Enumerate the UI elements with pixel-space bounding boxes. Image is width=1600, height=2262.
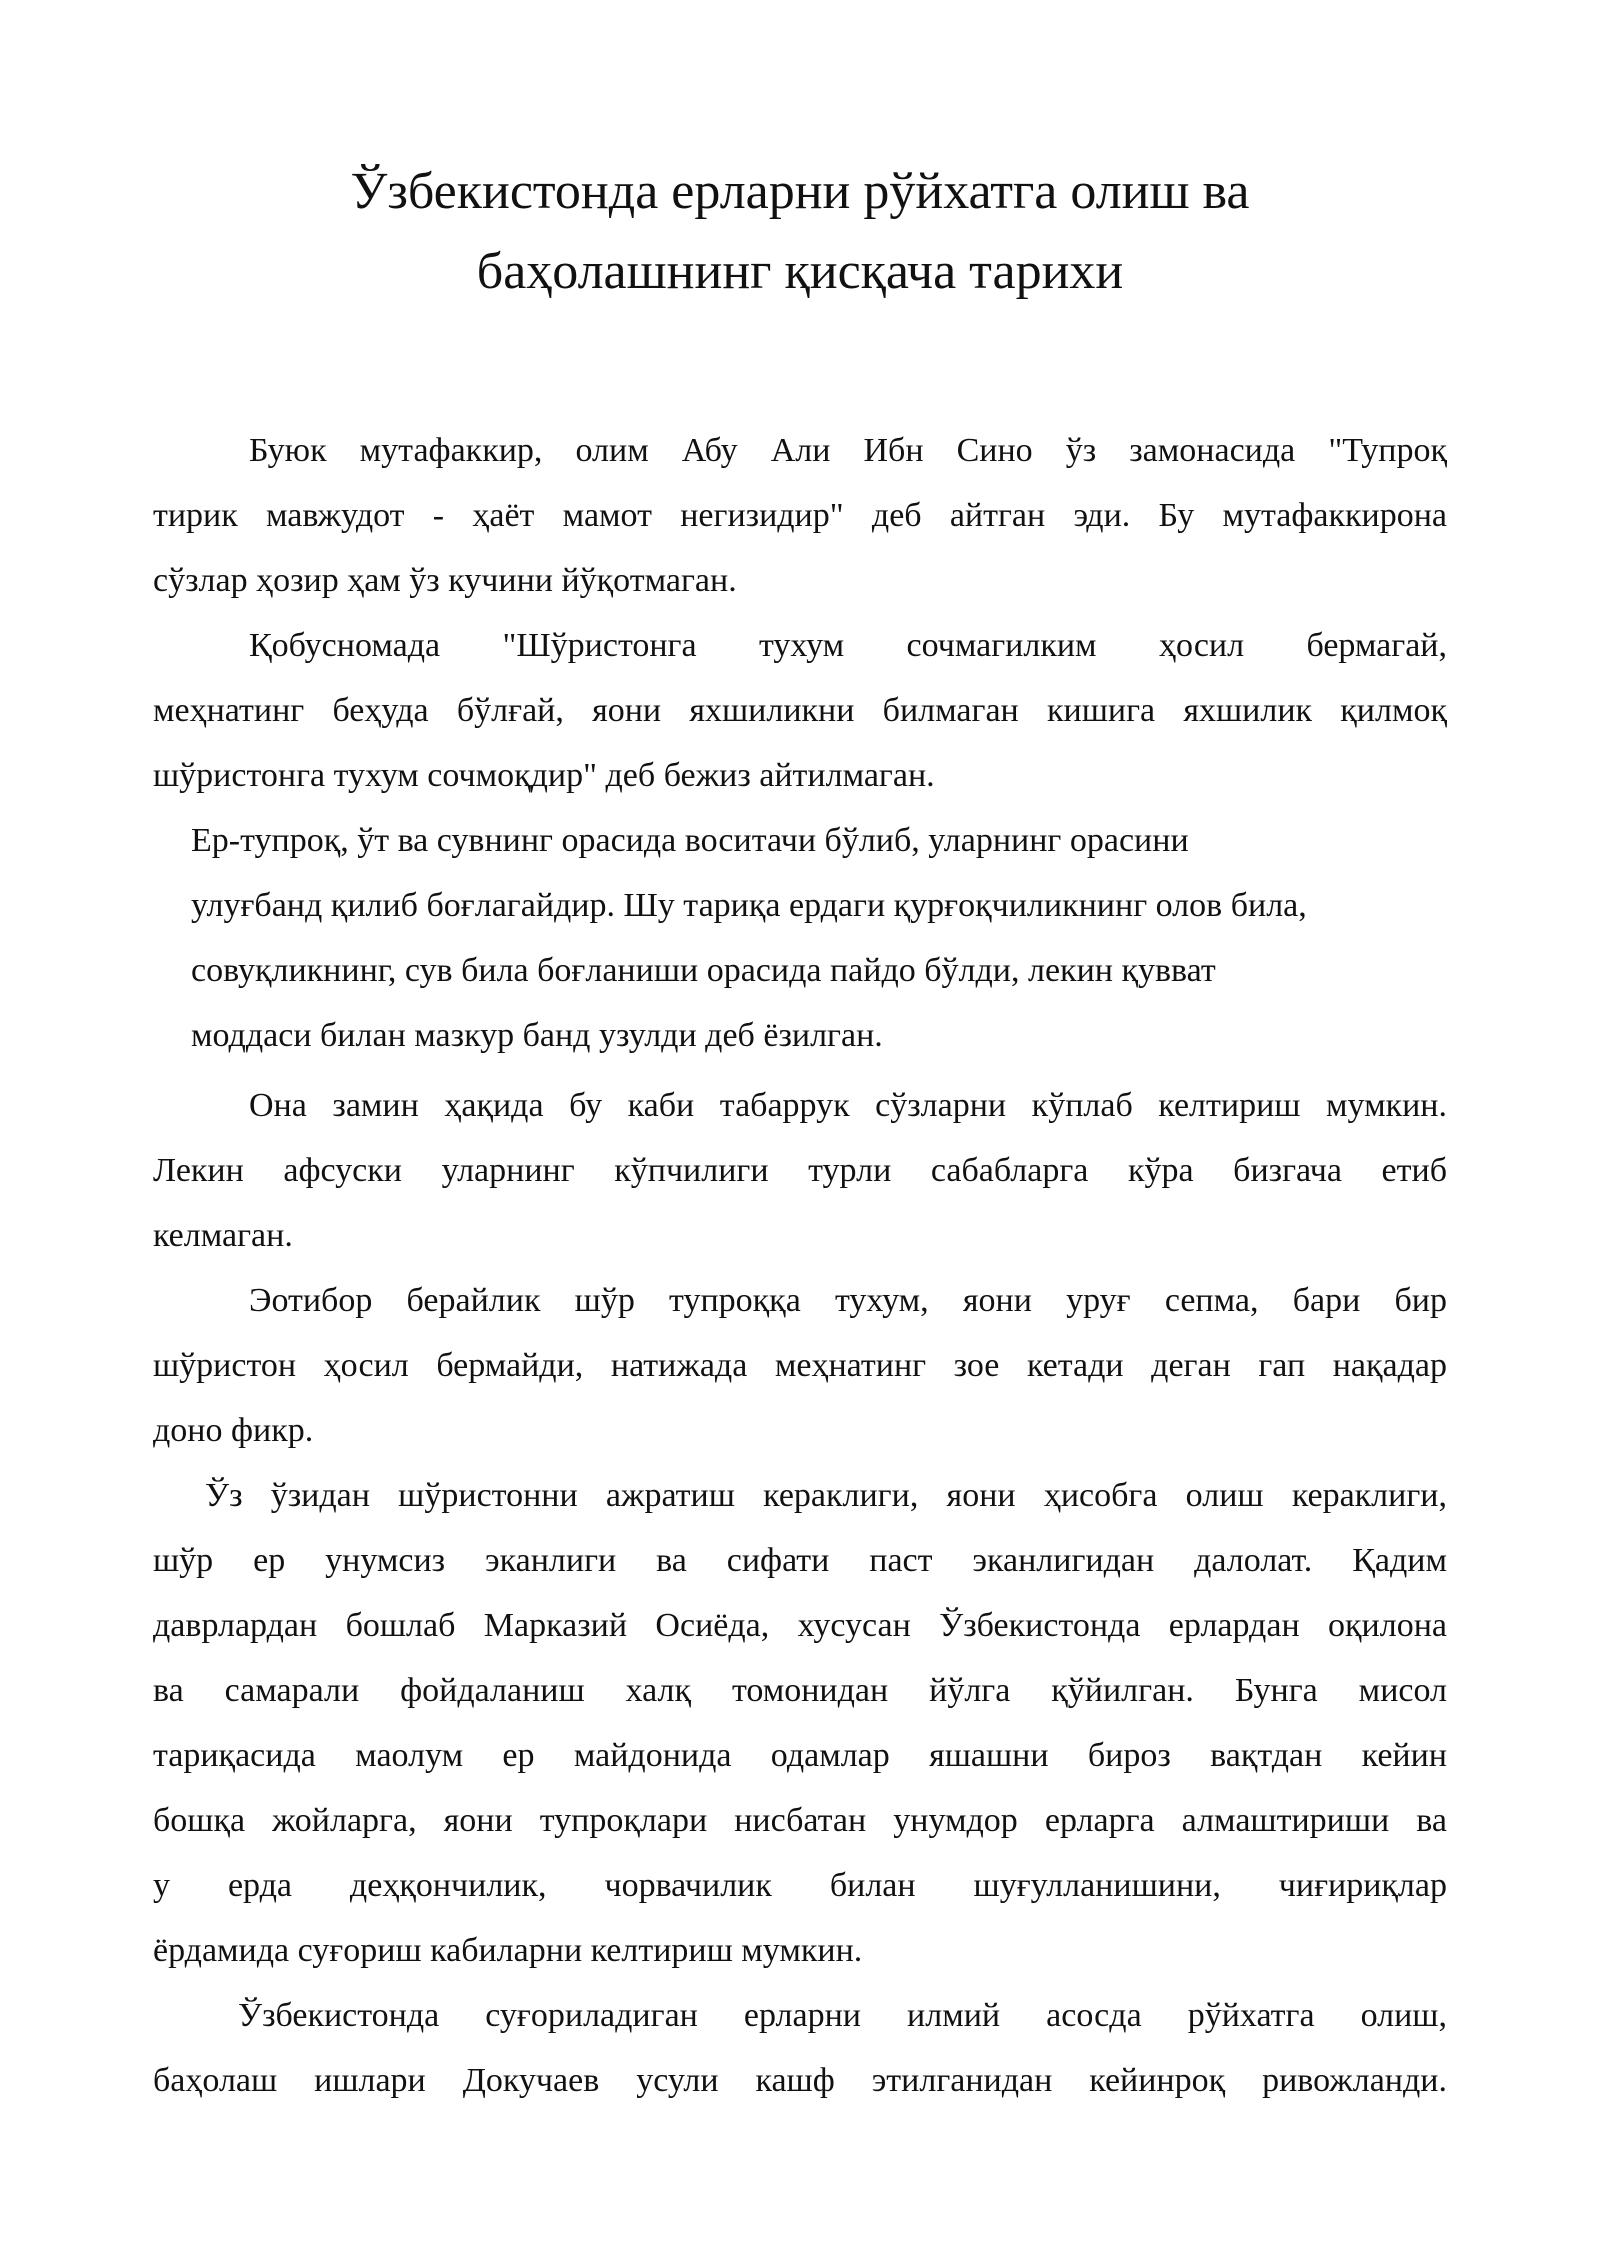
text-line: сўзлар ҳозир ҳам ўз кучини йўқотмаган. bbox=[153, 562, 737, 599]
text-line: совуқликнинг, сув била боғланиши орасида пайдо бўлди, лекин қувват bbox=[191, 952, 1216, 989]
text-line: Ўз ўзидан шўристонни ажратиш кераклиги, яони ҳисобга олиш кераклиги, bbox=[205, 1477, 1447, 1514]
text-line: бошқа жойларга, яони тупроқлари нисбатан унумдор ерларга алмаштириши ва bbox=[153, 1802, 1447, 1839]
text-line: у ерда деҳқончилик, чорвачилик билан шуғулланишини, чиғириқлар bbox=[153, 1867, 1447, 1904]
text-line: шўристон ҳосил бермайди, натижада меҳнатинг зое кетади деган гап нақадар bbox=[153, 1347, 1447, 1384]
title-line-1: Ўзбекистонда ерларни рўйхатга олиш ва bbox=[350, 163, 1250, 220]
text-line: моддаси билан мазкур банд узулди деб ёзилган. bbox=[191, 1017, 883, 1054]
text-line: ёрдамида суғориш кабиларни келтириш мумкин. bbox=[153, 1932, 863, 1969]
text-line: даврлардан бошлаб Марказий Осиёда, хусусан Ўзбекистонда ерлардан оқилона bbox=[153, 1607, 1447, 1644]
text-line: баҳолаш ишлари Докучаев усули кашф этилганидан кейинроқ ривожланди. bbox=[153, 2062, 1447, 2099]
text-line: Она замин ҳақида бу каби табаррук сўзларни кўплаб келтириш мумкин. bbox=[249, 1087, 1447, 1124]
text-line: шўр ер унумсиз эканлиги ва сифати паст эканлигидан далолат. Қадим bbox=[153, 1542, 1447, 1579]
text-line: Ўзбекистонда суғориладиган ерларни илмий асосда рўйхатга олиш, bbox=[238, 1997, 1447, 2034]
text-line: келмаган. bbox=[153, 1217, 293, 1254]
text-line: улуғбанд қилиб боғлагайдир. Шу тариқа ердаги қурғоқчиликнинг олов била, bbox=[191, 887, 1307, 924]
text-line: Лекин афсуски уларнинг кўпчилиги турли сабабларга кўра бизгача етиб bbox=[153, 1152, 1447, 1189]
text-line: шўристонга тухум сочмоқдир" деб бежиз айтилмаган. bbox=[153, 757, 935, 794]
title-line-2: баҳолашнинг қисқача тарихи bbox=[476, 243, 1124, 300]
text-line: тирик мавжудот - ҳаёт мамот негизидир" деб айтган эди. Бу мутафаккирона bbox=[153, 497, 1447, 534]
text-line: Қобусномада "Шўристонга тухум сочмагилким ҳосил бермагай, bbox=[249, 627, 1447, 664]
text-line: Эотибор берайлик шўр тупроққа тухум, яони уруғ сепма, бари бир bbox=[249, 1282, 1447, 1319]
text-line: ва самарали фойдаланиш халқ томонидан йўлга қўйилган. Бунга мисол bbox=[153, 1672, 1447, 1709]
text-line: доно фикр. bbox=[153, 1412, 314, 1449]
document-title bbox=[150, 152, 1450, 312]
text-line: тариқасида маолум ер майдонида одамлар яшашни бироз вақтдан кейин bbox=[153, 1737, 1447, 1774]
text-line: меҳнатинг беҳуда бўлғай, яони яхшиликни билмаган кишига яхшилик қилмоқ bbox=[153, 692, 1447, 729]
text-line: Буюк мутафаккир, олим Абу Али Ибн Сино ўз замонасида "Тупроқ bbox=[249, 432, 1447, 469]
document-body bbox=[153, 418, 1447, 2113]
text-line: Ер-тупроқ, ўт ва сувнинг орасида воситачи бўлиб, уларнинг орасини bbox=[191, 822, 1189, 859]
